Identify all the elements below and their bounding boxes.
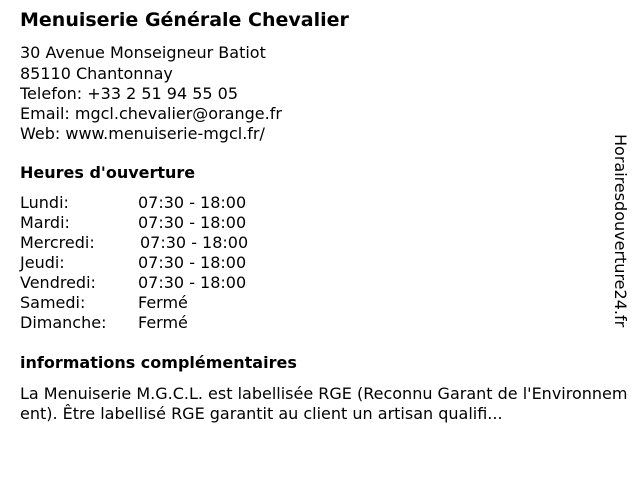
day-label: Lundi: xyxy=(20,193,69,212)
day-label: Mercredi: xyxy=(20,233,95,252)
email-address: Email: mgcl.chevalier@orange.fr xyxy=(20,104,282,123)
day-label: Jeudi: xyxy=(20,253,65,272)
source-watermark: Horairesdouverture24.fr xyxy=(611,134,630,328)
additional-info-text: La Menuiserie M.G.C.L. est labellisée RGE (Reconnu Garant de l'Environnement). Être labellisé RGE garantit au client un artisan qualifi... xyxy=(20,384,628,423)
day-label: Vendredi: xyxy=(20,273,96,292)
day-label: Samedi: xyxy=(20,293,86,312)
additional-info-heading: informations complémentaires xyxy=(20,353,297,372)
day-label: Dimanche: xyxy=(20,313,107,332)
day-hours: 07:30 - 18:00 xyxy=(138,213,247,232)
address-street: 30 Avenue Monseigneur Batiot xyxy=(20,43,266,62)
day-hours: 07:30 - 18:00 xyxy=(140,233,249,252)
day-hours: 07:30 - 18:00 xyxy=(138,253,247,272)
opening-hours-heading: Heures d'ouverture xyxy=(20,163,196,182)
day-label: Mardi: xyxy=(20,213,70,232)
business-name: Menuiserie Générale Chevalier xyxy=(20,9,349,31)
day-hours: Fermé xyxy=(138,313,188,332)
address-city: 85110 Chantonnay xyxy=(20,64,173,83)
day-hours: 07:30 - 18:00 xyxy=(138,273,247,292)
day-hours: 07:30 - 18:00 xyxy=(138,193,247,212)
phone-number: Telefon: +33 2 51 94 55 05 xyxy=(20,84,239,103)
website-link[interactable]: Web: www.menuiserie-mgcl.fr/ xyxy=(20,124,265,143)
day-hours: Fermé xyxy=(138,293,188,312)
